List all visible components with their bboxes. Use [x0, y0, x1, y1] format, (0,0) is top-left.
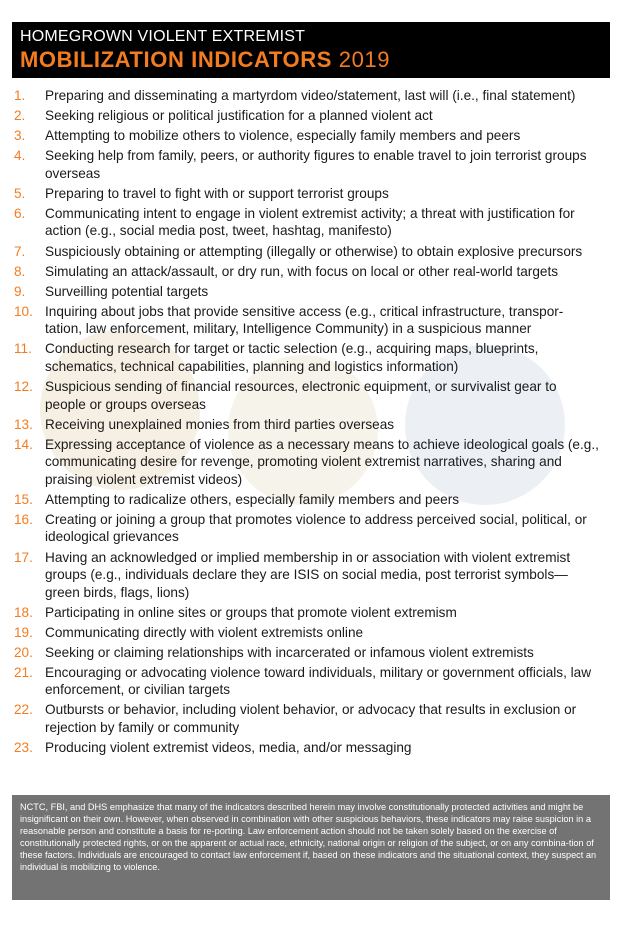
indicator-text: Preparing and disseminating a martyrdom video/statement, last will (i.e., final statement): [45, 88, 576, 103]
indicator-item: [14, 185, 599, 203]
indicator-item: [14, 378, 599, 413]
indicator-item: [14, 107, 599, 125]
indicator-item: [14, 147, 599, 182]
indicator-item: [14, 243, 599, 261]
indicator-number: 1.: [14, 88, 26, 103]
indicator-item: [14, 491, 599, 509]
indicator-text: Encouraging or advocating violence toward individuals, military or government officials, law enforcement, or civilian targets: [45, 664, 592, 698]
indicator-item: [14, 664, 599, 699]
disclaimer-box: NCTC, FBI, and DHS emphasize that many of the indicators described herein may involve constitutionally protected activities and might be insignificant on their own. However, when observed in combination with other suspicious behaviors, these indicators may raise suspicion in a reasonable person and constitute a basis for re-porting. Law enforcement action should not be taken solely based on the exercise of constitutionally protected rights, or on the apparent or actual race, ethnicity, national origin or religion of the subject, or on any combina-tion of these factors. Individuals are encouraged to contact law enforcement if, based on these indicators and the situational context, they suspect an individual is mobilizing to violence.: [12, 795, 610, 900]
indicator-item: [14, 701, 599, 736]
indicator-number: 5.: [14, 185, 26, 201]
indicator-number: 8.: [14, 263, 26, 279]
indicator-item: [14, 436, 599, 489]
indicator-text: Suspiciously obtaining or attempting (illegally or otherwise) to obtain explosive precursors: [45, 243, 583, 259]
indicator-text: Receiving unexplained monies from third parties overseas: [45, 416, 395, 432]
indicator-text: Seeking help from family, peers, or authority figures to enable travel to join terrorist groups overseas: [45, 148, 587, 181]
indicator-text: Creating or joining a group that promotes violence to address perceived social, political, or ideological grievances: [45, 511, 587, 545]
indicator-item: [14, 416, 599, 434]
indicator-text: Having an acknowledged or implied membership in or association with violent extremist groups (e.g., individuals declare they are ISIS on social media, post terrorist symbols—green birds, flags, lions): [45, 549, 571, 600]
indicator-item: [14, 303, 599, 338]
indicator-text: Attempting to radicalize others, especially family members and peers: [45, 491, 460, 507]
indicator-number: 14.: [14, 436, 33, 452]
indicator-item: [14, 87, 599, 105]
indicator-text: Outbursts or behavior, including violent behavior, or advocacy that results in exclusion or rejection by family or community: [45, 702, 577, 735]
indicator-item: [14, 644, 599, 662]
indicator-text: Expressing acceptance of violence as a necessary means to achieve ideological goals (e.g., communicating desire for revenge, promoting violent extremist narratives, sharing and praising violent extremist videos): [45, 436, 599, 487]
indicator-text: Attempting to mobilize others to violence, especially family members and peers: [45, 128, 521, 144]
indicator-item: [14, 739, 599, 757]
indicator-number: 21.: [14, 664, 33, 680]
indicator-item: [14, 340, 599, 375]
title-year: 2019: [338, 47, 391, 72]
indicator-text: Simulating an attack/assault, or dry run, with focus on local or other real-world targets: [45, 263, 559, 279]
indicator-number: 10.: [14, 303, 33, 319]
indicator-number: 15.: [14, 491, 33, 507]
indicator-item: [14, 604, 599, 622]
indicator-number: 18.: [14, 604, 33, 620]
indicator-item: [14, 127, 599, 145]
indicator-text: Communicating intent to engage in violent extremist activity; a threat with justification for action (e.g., social media post, tweet, hashtag, manifesto): [45, 205, 575, 239]
indicator-text: Communicating directly with violent extremists online: [45, 624, 364, 640]
indicator-number: 6.: [14, 205, 26, 221]
indicator-number: 7.: [14, 243, 26, 259]
indicator-number: 17.: [14, 549, 33, 565]
title-line-2: [20, 47, 610, 73]
indicator-text: Inquiring about jobs that provide sensitive access (e.g., critical infrastructure, transpor-tation, law enforcement, military, Intelligence Community) in a suspicious manner: [45, 303, 564, 337]
indicator-number: 13.: [14, 416, 33, 432]
indicator-number: 19.: [14, 624, 33, 640]
indicator-item: [14, 549, 599, 602]
indicator-item: [14, 624, 599, 642]
indicator-number: 22.: [14, 702, 33, 718]
indicator-number: 23.: [14, 740, 33, 756]
title-line-1: HOMEGROWN VIOLENT EXTREMIST: [20, 28, 306, 45]
indicator-text: Conducting research for target or tactic selection (e.g., acquiring maps, blueprints, schematics, technical capabilities, planning and logistics information): [45, 341, 539, 374]
indicator-text: Preparing to travel to fight with or support terrorist groups: [45, 185, 389, 201]
indicator-number: 16.: [14, 511, 33, 527]
indicator-text: Suspicious sending of financial resources, electronic equipment, or survivalist gear to people or groups overseas: [45, 379, 557, 412]
indicator-number: 3.: [14, 128, 26, 144]
indicator-item: [14, 205, 599, 240]
indicator-number: 2.: [14, 108, 26, 124]
indicator-text: Seeking or claiming relationships with incarcerated or infamous violent extremists: [45, 644, 534, 660]
indicator-item: [14, 283, 599, 301]
indicator-number: 4.: [14, 148, 26, 164]
indicator-number: 9.: [14, 283, 26, 299]
indicator-list: [14, 87, 599, 759]
indicator-item: [14, 263, 599, 281]
indicator-number: 20.: [14, 644, 33, 660]
indicator-number: 12.: [14, 379, 33, 395]
indicator-text: Surveilling potential targets: [45, 283, 209, 299]
title-banner: [12, 22, 610, 78]
title-main: MOBILIZATION INDICATORS: [20, 47, 333, 72]
indicator-text: Seeking religious or political justification for a planned violent act: [45, 108, 433, 124]
indicator-text: Participating in online sites or groups that promote violent extremism: [45, 604, 457, 620]
indicator-item: [14, 511, 599, 546]
indicator-number: 11.: [14, 341, 32, 357]
indicator-text: Producing violent extremist videos, media, and/or messaging: [45, 740, 412, 756]
